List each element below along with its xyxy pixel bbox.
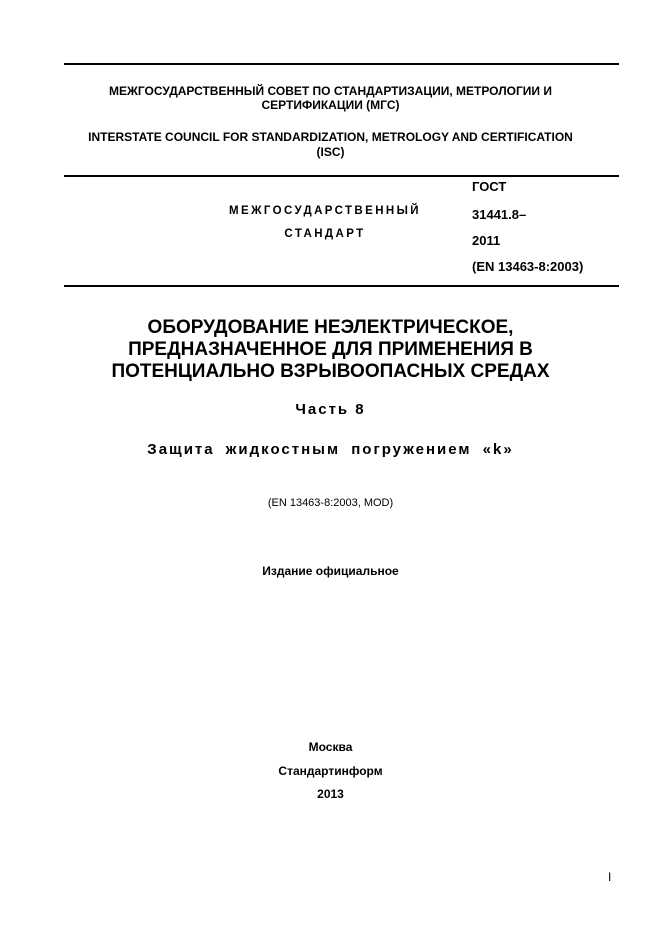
subtitle: Защита жидкостным погружением «k»	[147, 441, 514, 458]
standard-type-line1: МЕЖГОСУДАРСТВЕННЫЙ	[229, 205, 421, 217]
council-ru-line1: МЕЖГОСУДАРСТВЕННЫЙ СОВЕТ ПО СТАНДАРТИЗАЦИИ, МЕТРОЛОГИИ И	[109, 84, 552, 98]
title-line3: ПОТЕНЦИАЛЬНО ВЗРЫВООПАСНЫХ СРЕДАХ	[111, 361, 550, 382]
title-line2: ПРЕДНАЗНАЧЕННОЕ ДЛЯ ПРИМЕНЕНИЯ В	[128, 339, 533, 360]
designation-line2: 31441.8–	[472, 207, 527, 222]
council-en-line2: (ISC)	[316, 145, 345, 159]
middle-rule	[64, 175, 619, 177]
designation-line3: 2011	[472, 233, 501, 248]
equivalence-note: (EN 13463-8:2003, MOD)	[267, 497, 394, 509]
top-rule	[64, 63, 619, 65]
imprint-publisher: Стандартинформ	[278, 764, 383, 778]
imprint-year: 2013	[317, 787, 344, 801]
council-en-line1: INTERSTATE COUNCIL FOR STANDARDIZATION, METROLOGY AND CERTIFICATION	[88, 130, 573, 144]
designation-line4: (EN 13463-8:2003)	[472, 259, 584, 274]
page-number: I	[608, 870, 612, 884]
part-label: Часть 8	[295, 401, 366, 418]
lower-rule	[64, 285, 619, 287]
imprint-city: Москва	[308, 740, 353, 754]
designation-line1: ГОСТ	[472, 179, 507, 194]
title-line1: ОБОРУДОВАНИЕ НЕЭЛЕКТРИЧЕСКОЕ,	[147, 317, 514, 338]
edition-label: Издание официальное	[262, 564, 399, 578]
standard-type-line2: СТАНДАРТ	[284, 228, 366, 240]
council-ru-line2: СЕРТИФИКАЦИИ (МГС)	[261, 98, 400, 112]
